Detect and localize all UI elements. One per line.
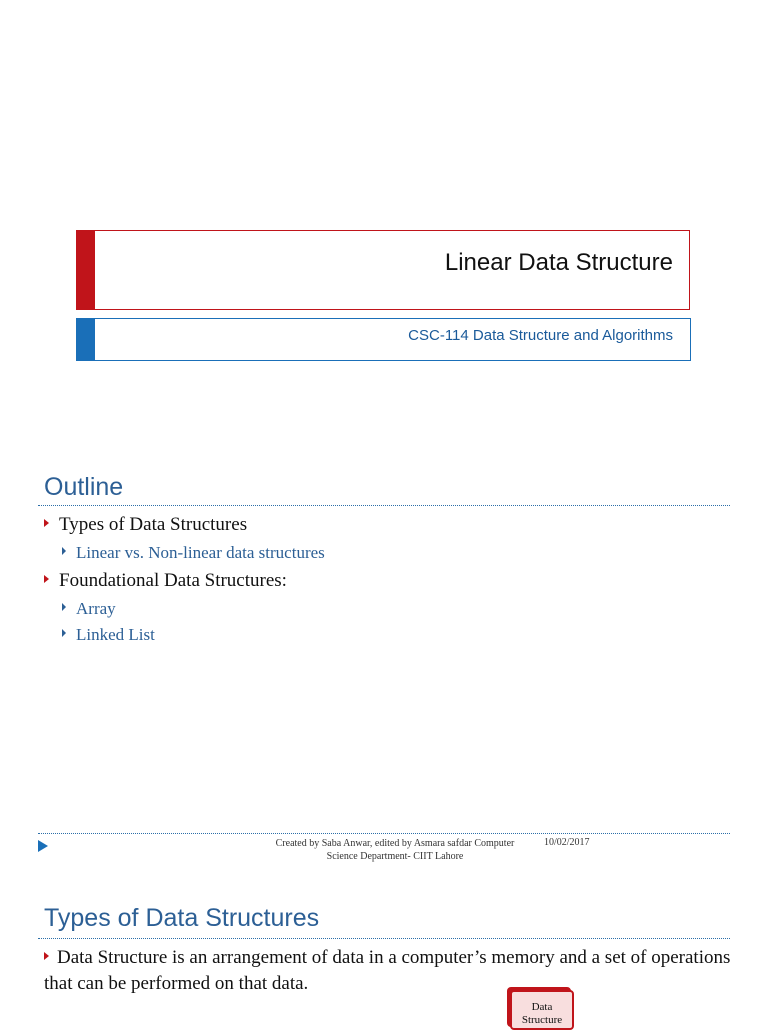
box-label-line2: Structure bbox=[521, 1014, 563, 1026]
section-divider bbox=[38, 938, 730, 939]
data-structure-box bbox=[510, 990, 574, 1030]
slide-title: Linear Data Structure bbox=[444, 249, 673, 276]
title-accent-bar bbox=[76, 230, 95, 310]
definition-text: Data Structure is an arrangement of data in a computer’s memory and a set of operations that can be performed on that data. bbox=[44, 947, 731, 994]
section-heading: Types of Data Structures bbox=[44, 904, 320, 932]
list-subitem-label: Linked List bbox=[76, 625, 155, 644]
subtitle-accent-bar bbox=[76, 318, 95, 361]
footer-credit bbox=[250, 837, 540, 863]
bullet-arrow-icon bbox=[44, 575, 49, 583]
list-item bbox=[44, 570, 287, 592]
sub-bullet-arrow-icon bbox=[62, 603, 66, 611]
list-item-label: Foundational Data Structures: bbox=[59, 570, 287, 591]
outline-heading: Outline bbox=[44, 473, 124, 501]
footer-divider bbox=[38, 833, 730, 834]
sub-bullet-arrow-icon bbox=[62, 629, 66, 637]
list-subitem bbox=[62, 625, 155, 645]
list-subitem-label: Linear vs. Non-linear data structures bbox=[76, 543, 325, 562]
footer-date: 10/02/2017 bbox=[544, 837, 590, 848]
bullet-arrow-icon bbox=[44, 952, 49, 960]
list-subitem bbox=[62, 599, 116, 619]
bullet-arrow-icon bbox=[44, 519, 49, 527]
slide-subtitle: CSC-114 Data Structure and Algorithms bbox=[408, 327, 673, 344]
footer-credit-line2: Science Department- CIIT Lahore bbox=[326, 851, 464, 862]
definition-paragraph bbox=[44, 945, 744, 997]
footer-credit-line1: Created by Saba Anwar, edited by Asmara safdar Computer bbox=[275, 838, 515, 849]
footer-play-icon bbox=[38, 840, 48, 852]
list-subitem bbox=[62, 543, 325, 563]
list-item bbox=[44, 514, 247, 536]
outline-divider bbox=[38, 505, 730, 506]
box-label-line1: Data bbox=[531, 1001, 553, 1013]
list-subitem-label: Array bbox=[76, 599, 116, 618]
list-item-label: Types of Data Structures bbox=[59, 514, 248, 535]
sub-bullet-arrow-icon bbox=[62, 547, 66, 555]
